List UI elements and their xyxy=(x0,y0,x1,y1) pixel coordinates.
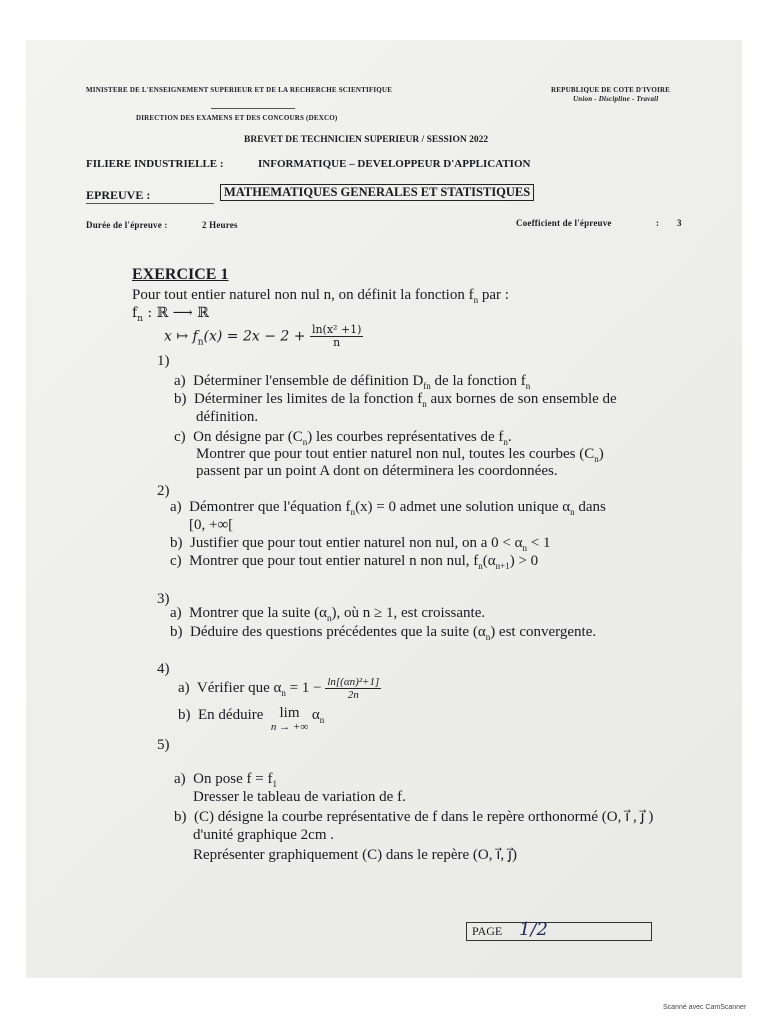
coef-label: Coefficient de l'épreuve xyxy=(516,218,612,228)
part-1c-line3: passent par un point A dont on déterminera les coordonnées. xyxy=(196,463,558,479)
header-divider xyxy=(211,108,295,109)
part-1c: c) On désigne par $(C_n)$ les courbes représentatives de $f_n$. xyxy=(174,429,512,447)
part-1b-cont: définition. xyxy=(196,409,259,425)
part-4b: b) En déduire lim n → +∞ $\alpha_n$ xyxy=(178,705,325,733)
part-4a: a) Vérifier que $\alpha_n = 1$ − $\frac{\text{ln[(αn)²+1]}}{2n}$ xyxy=(178,676,380,701)
exercise-intro: Pour tout entier naturel non nul n, on définit la fonction $f_n$ par : xyxy=(132,287,509,305)
direction-header: DIRECTION DES EXAMENS ET DES CONCOURS (DEXCO) xyxy=(136,114,338,122)
part-5a-line2: Dresser le tableau de variation de f. xyxy=(193,789,406,805)
part-5b-line2: d'unité graphique 2cm . xyxy=(193,827,334,843)
part-2b: b) Justifier que pour tout entier naturel non nul, on a $0 < \alpha_n < 1$ xyxy=(170,535,551,553)
duree-label: Durée de l'épreuve : xyxy=(86,220,168,230)
exam-title: BREVET DE TECHNICIEN SUPERIEUR / SESSION 2022 xyxy=(244,135,489,145)
epreuve-label-underline xyxy=(86,203,214,204)
function-formula: x ↦ $f_n(x) = 2x - 2$ + $\frac{\text{ln(x² +1)}}{n}$ xyxy=(164,323,362,349)
page-number-handwritten: 1/2 xyxy=(519,919,548,940)
scanner-watermark: Scanné avec CamScanner xyxy=(663,1004,747,1011)
part-3a: a) Montrer que la suite $(\alpha_n)$, où n ≥ 1, est croissante. xyxy=(170,605,486,623)
scanned-page xyxy=(26,40,742,978)
part-2a: a) Démontrer que l'équation $f_n(x) = 0$ admet une solution unique $\alpha_n$ dans xyxy=(170,499,606,517)
page-label: PAGE xyxy=(472,924,503,938)
exercise-title: EXERCICE 1 xyxy=(132,266,229,283)
part-2c: c) Montrer que pour tout entier naturel n non nul, $f_n(\alpha_{n+1}) > 0$ xyxy=(170,553,539,571)
republic-header: REPUBLIQUE DE COTE D'IVOIRE xyxy=(551,86,671,94)
part-1c-line2: Montrer que pour tout entier naturel non nul, toutes les courbes $(C_n)$ xyxy=(196,446,604,464)
epreuve-label: EPREUVE : xyxy=(86,188,151,202)
part-2a-line2: [0, +∞[ xyxy=(189,517,234,533)
part-3-number: 3) xyxy=(157,591,170,607)
page-number-box xyxy=(466,919,652,941)
part-5b-line3: Représenter graphiquement (C) dans le repère (O, i⃗, j⃗) xyxy=(193,847,518,863)
part-5-number: 5) xyxy=(157,737,170,753)
filiere-value: INFORMATIQUE – DEVELOPPEUR D'APPLICATION xyxy=(258,158,531,170)
part-1a: a) Déterminer l'ensemble de définition $D_{fn}$ de la fonction $f_n$ xyxy=(174,373,531,391)
duree-value: 2 Heures xyxy=(202,220,238,230)
part-1-number: 1) xyxy=(157,353,170,369)
part-3b: b) Déduire des questions précédentes que la suite $(\alpha_n)$ est convergente. xyxy=(170,624,597,642)
part-4-number: 4) xyxy=(157,661,170,677)
part-5b: b) (C) désigne la courbe représentative de f dans le repère orthonormé (O, i⃗ , j⃗ ) xyxy=(174,809,654,825)
part-2-number: 2) xyxy=(157,483,170,499)
coef-sep: : xyxy=(656,218,660,228)
function-mapping: $f_n$ : ℝ ⟶ ℝ xyxy=(132,305,209,324)
part-1b: b) Déterminer les limites de la fonction $f_n$ aux bornes de son ensemble de xyxy=(174,391,617,409)
coef-value: 3 xyxy=(677,218,682,228)
ministry-header: MINISTERE DE L'ENSEIGNEMENT SUPERIEUR ET DE LA RECHERCHE SCIENTIFIQUE xyxy=(86,86,393,94)
part-5a: a) On pose $f = f_1$ xyxy=(174,771,277,789)
filiere-label: FILIERE INDUSTRIELLE : xyxy=(86,158,224,170)
republic-motto: Union - Discipline - Travail xyxy=(573,95,659,103)
epreuve-value: MATHEMATIQUES GENERALES ET STATISTIQUES xyxy=(220,184,534,201)
